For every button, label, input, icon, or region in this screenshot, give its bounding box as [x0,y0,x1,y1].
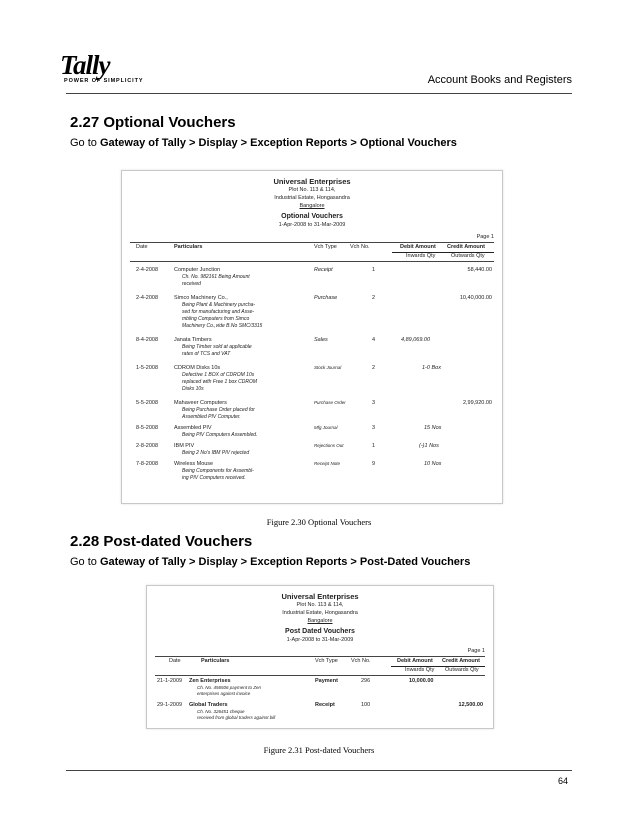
report-address-1: Plot No. 113 & 114, [296,602,344,608]
table-row-credit: 10,40,000.00 [459,295,492,301]
table-row-narration: Being Components for Assembl- ing PIV Computers received. [182,468,254,481]
table-row-date: 2-4-2008 [136,295,159,301]
column-header-top-rule [130,242,494,243]
table-row-narration: Defective 1 BOX of CDROM 10s replaced with Free 1 box CDROM Disks 10s [182,372,258,392]
col-inwards: Inwards Qty [405,667,435,673]
table-row-debit: 10,000.00 [409,678,434,684]
running-header-title: Account Books and Registers [427,74,572,86]
section-heading-optional-vouchers: 2.27 Optional Vouchers [70,114,236,131]
table-row-narration: Being Purchase Order placed for Assembled PIV Computer. [182,407,255,420]
table-row-date: 8-5-2008 [136,425,159,431]
table-row-party: Computer Junction [174,267,221,273]
table-row-party: Mahaveer Computers [174,400,227,406]
col-credit: Credit Amount [442,658,480,664]
report-company: Universal Enterprises [281,592,359,601]
table-row-party: Assembled PIV [174,425,212,431]
table-row-vch-type: Receipt Note [314,461,341,466]
report-address-1: Plot No. 113 & 114, [288,187,336,193]
table-row-narration: Ch. No. 982161 Being Amount received [182,274,250,287]
footer-rule [66,770,572,771]
table-row-vch-no: 1 [372,443,376,449]
table-row-narration: Ch. No. 326451 cheque received from global traders against bill [197,709,276,720]
goto-prefix: Go to [70,556,100,568]
optional-vouchers-report [121,170,503,504]
table-row-vch-no: 9 [372,461,376,467]
table-row-credit: 2,99,920.00 [462,400,492,406]
table-row-vch-type: Payment [315,678,338,684]
table-row-date: 1-5-2008 [136,365,159,371]
table-row-vch-no: 2 [372,295,376,301]
table-row-vch-no: 2 [372,365,376,371]
table-row-date: 2-4-2008 [136,267,159,273]
table-row-debit: 15 Nos [424,425,442,431]
col-vch-type: Vch Type [314,244,337,250]
table-row-vch-type: Mfg Journal [314,425,338,430]
table-row-debit: 10 Nos [424,461,442,467]
table-row-party: IBM PIV [174,443,195,449]
goto-path: Gateway of Tally > Display > Exception Reports > Optional Vouchers [99,137,457,149]
table-row-narration: Being Timber sold at applicable rates of TCS and VAT [182,344,252,357]
table-row-narration: Ch. No. 456506 payment to Zen enterprises against invoice [197,685,262,696]
col-debit: Debit Amount [400,244,436,250]
table-row-vch-type: Receipt [315,702,335,708]
col-date: Date [169,658,181,664]
table-row-narration: Being PIV Computers Assembled. [182,432,258,438]
figure-caption-2-31: Figure 2.31 Post-dated Vouchers [263,745,375,755]
col-date: Date [136,244,148,250]
table-row-vch-no: 100 [361,702,371,708]
report-period: 1-Apr-2008 to 31-Mar-2009 [286,637,354,643]
table-row-vch-no: 3 [372,400,376,406]
col-particulars: Particulars [201,658,230,664]
goto-prefix: Go to [70,137,100,149]
column-header-bottom-rule [155,675,485,676]
goto-instruction-post-dated [70,556,470,568]
table-row-date: 7-8-2008 [136,461,159,467]
report-address-2: Industrial Estate, Hongasandra [274,195,350,201]
report-address-3: Bangalore [299,203,325,209]
table-row-vch-type: Rejections Out [314,443,344,448]
tally-logo: Tally [60,50,110,80]
report-page-number: Page 1 [476,234,494,240]
table-row-vch-no: 3 [372,425,376,431]
table-row-party: Global Traders [189,702,228,708]
col-vch-no: Vch No. [351,658,371,664]
table-row-vch-no: 1 [372,267,376,273]
col-particulars: Particulars [174,244,203,250]
report-title: Optional Vouchers [281,213,343,220]
report-address-2: Industrial Estate, Hongasandra [282,610,358,616]
table-row-vch-type: Stock Journal [314,365,342,370]
table-row-date: 2-8-2008 [136,443,159,449]
table-row-credit: 12,500.00 [458,702,483,708]
col-outwards: Outwards Qty [451,253,485,259]
report-period: 1-Apr-2008 to 31-Mar-2009 [278,222,346,228]
post-dated-vouchers-report [146,585,494,729]
table-row-narration: Being Plant & Machinery purcha- sed for manufacturing and Asse- mbling Computers from Simco Machinery Co.,vide B.No SMC/3315 [182,302,263,329]
col-inwards: Inwards Qty [406,253,436,259]
table-row-debit: 1-0 Box [422,365,441,371]
table-row-vch-type: Purchase Order [314,400,346,405]
goto-instruction-optional [70,137,457,149]
table-row-date: 5-5-2008 [136,400,159,406]
table-row-debit: 4,89,069.00 [401,337,431,343]
table-row-date: 21-1-2009 [157,678,183,684]
table-row-party: CDROM Disks 10s [174,365,221,371]
table-row-credit: 58,440.00 [467,267,492,273]
col-credit: Credit Amount [447,244,485,250]
figure-caption-2-30: Figure 2.30 Optional Vouchers [266,517,372,527]
col-vch-no: Vch No. [350,244,370,250]
table-row-party: Zen Enterprises [189,678,231,684]
report-title: Post Dated Vouchers [285,628,355,635]
table-row-date: 8-4-2008 [136,337,159,343]
report-address-3: Bangalore [307,618,333,624]
table-row-debit: (-)1 Nos [419,443,439,449]
col-debit: Debit Amount [397,658,433,664]
table-row-vch-no: 296 [361,678,371,684]
table-row-party: Wireless Mouse [174,461,214,467]
table-row-narration: Being 2 No's IBM PIV rejected [182,450,250,456]
report-page-number: Page 1 [467,648,485,654]
table-row-vch-type: Purchase [314,295,338,301]
table-row-party: Janata Timbers [174,337,212,343]
col-outwards: Outwards Qty [445,667,479,673]
report-company: Universal Enterprises [273,177,351,186]
goto-path: Gateway of Tally > Display > Exception Reports > Post-Dated Vouchers [99,556,471,568]
page-number: 64 [557,776,568,786]
column-header-bottom-rule [130,261,494,262]
column-header-top-rule [155,656,485,657]
table-row-date: 29-1-2009 [157,702,183,708]
table-row-party: Simco Machinery Co., [174,295,228,301]
logo-tagline: POWER OF SIMPLICITY [64,78,144,84]
table-row-vch-type: Receipt [314,267,333,273]
table-row-vch-type: Sales [314,337,328,343]
table-row-vch-no: 4 [372,337,376,343]
section-heading-post-dated-vouchers: 2.28 Post-dated Vouchers [70,533,253,550]
header-rule [66,93,572,94]
col-vch-type: Vch Type [315,658,338,664]
